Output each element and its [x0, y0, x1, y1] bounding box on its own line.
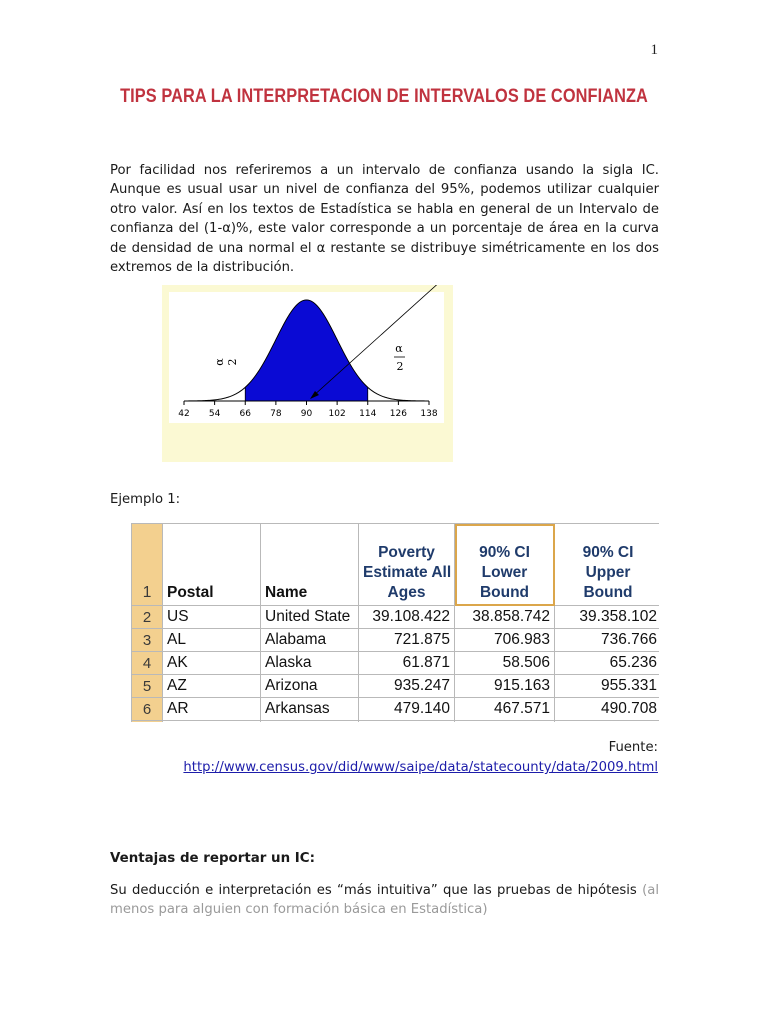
cell-upper-bound[interactable]: 736.766	[555, 629, 660, 652]
cell-postal[interactable]: US	[163, 606, 261, 629]
cell-name[interactable]: Arkansas	[261, 698, 359, 721]
empty-cell	[455, 721, 555, 723]
intro-line: distribuye simétricamente en los dos extremos de la distribución.	[110, 240, 659, 276]
header-line: 90% CI	[479, 544, 530, 561]
cell-postal[interactable]: AR	[163, 698, 261, 721]
cell-lower-bound[interactable]: 915.163	[455, 675, 555, 698]
intro-line: porcentaje de área en la curva de densidad de una normal el α restante se	[110, 221, 659, 256]
cell-postal[interactable]: AL	[163, 629, 261, 652]
source-link[interactable]: http://www.census.gov/did/www/saipe/data/statecounty/data/2009.html	[183, 760, 658, 775]
left-alpha-numerator: α	[213, 358, 226, 366]
table-row-partial	[132, 721, 660, 723]
normal-curve-figure	[162, 285, 453, 462]
cell-upper-bound[interactable]: 39.358.102	[555, 606, 660, 629]
advantages-paragraph	[110, 881, 659, 920]
x-axis-tick-label: 90	[300, 409, 313, 419]
column-header-poverty-estimate	[359, 524, 455, 606]
cell-lower-bound[interactable]: 706.983	[455, 629, 555, 652]
header-line: Estimate All	[363, 564, 452, 581]
row-number	[132, 721, 163, 723]
header-line: 90% CI	[582, 544, 634, 561]
row-number[interactable]: 2	[132, 606, 163, 629]
page-number: 1	[650, 42, 658, 58]
x-axis-tick-label: 42	[178, 409, 190, 419]
table-header-row	[132, 524, 660, 606]
section-heading: Ventajas de reportar un IC:	[110, 851, 315, 866]
row-number[interactable]: 3	[132, 629, 163, 652]
column-header-upper-bound	[555, 524, 660, 606]
header-line: Lower	[481, 564, 528, 581]
left-alpha-denominator: 2	[226, 358, 239, 366]
x-axis-tick-label: 102	[328, 409, 346, 419]
table-row	[132, 629, 660, 652]
header-line: Ages	[387, 584, 426, 601]
x-axis-tick-label: 114	[359, 409, 377, 419]
cell-lower-bound[interactable]: 467.571	[455, 698, 555, 721]
right-alpha-denominator: 2	[396, 360, 404, 373]
x-axis-labels	[178, 409, 438, 419]
advantages-text: Su deducción e interpretación es “más intuitiva” que las pruebas de hipótesis	[110, 883, 637, 898]
cell-estimate[interactable]: 61.871	[359, 652, 455, 675]
spreadsheet-excerpt	[131, 523, 659, 722]
column-header-name: Name	[261, 524, 359, 606]
column-header-postal: Postal	[163, 524, 261, 606]
table-row	[132, 652, 660, 675]
cell-estimate[interactable]: 721.875	[359, 629, 455, 652]
empty-cell	[555, 721, 660, 723]
intro-line: Aunque es usual usar un nivel de confianza del 95%, podemos utilizar	[110, 182, 592, 198]
cell-upper-bound[interactable]: 955.331	[555, 675, 660, 698]
x-axis-tick-label: 66	[239, 409, 251, 419]
cell-name[interactable]: Arizona	[261, 675, 359, 698]
row-number[interactable]: 4	[132, 652, 163, 675]
row-number[interactable]: 5	[132, 675, 163, 698]
cell-estimate[interactable]: 39.108.422	[359, 606, 455, 629]
document-title: TIPS PARA LA INTERPRETACION DE INTERVALOS DE CONFIANZA	[120, 86, 648, 107]
empty-cell	[359, 721, 455, 723]
table-row	[132, 606, 660, 629]
column-header-lower-bound	[455, 524, 555, 606]
cell-lower-bound[interactable]: 58.506	[455, 652, 555, 675]
cell-postal[interactable]: AK	[163, 652, 261, 675]
x-axis-tick-label: 78	[270, 409, 282, 419]
empty-cell	[163, 721, 261, 723]
cell-upper-bound[interactable]: 490.708	[555, 698, 660, 721]
cell-upper-bound[interactable]: 65.236	[555, 652, 660, 675]
header-line: Upper	[585, 564, 631, 581]
x-axis-tick-label: 138	[420, 409, 438, 419]
header-line: Bound	[583, 584, 633, 601]
intro-paragraph	[110, 161, 659, 277]
x-axis-tick-label: 126	[389, 409, 407, 419]
row-number[interactable]: 6	[132, 698, 163, 721]
table-row	[132, 675, 660, 698]
cell-postal[interactable]: AZ	[163, 675, 261, 698]
empty-cell	[261, 721, 359, 723]
x-axis-tick-label: 54	[208, 409, 221, 419]
header-line: Poverty	[378, 544, 435, 561]
advantages-note: (al menos para alguien con formación básica en Estadística)	[110, 883, 659, 918]
cell-lower-bound[interactable]: 38.858.742	[455, 606, 555, 629]
intro-line: Por facilidad nos referiremos a un intervalo de confianza usando la sigla IC.	[110, 163, 659, 178]
right-alpha-numerator: α	[395, 342, 403, 355]
cell-name[interactable]: United State	[261, 606, 359, 629]
poverty-table	[131, 523, 659, 722]
cell-estimate[interactable]: 479.140	[359, 698, 455, 721]
intro-line: un Intervalo de confianza del (1-α)%, este valor corresponde a un	[110, 201, 659, 237]
row-number: 1	[132, 524, 163, 606]
intro-line: cualquier otro valor. Así en los textos de Estadística se habla en general de	[110, 182, 659, 217]
cell-name[interactable]: Alaska	[261, 652, 359, 675]
table-row	[132, 698, 660, 721]
normal-curve-svg	[162, 285, 453, 462]
header-line: Bound	[479, 584, 530, 601]
source-label: Fuente:	[608, 740, 658, 755]
cell-name[interactable]: Alabama	[261, 629, 359, 652]
example-label: Ejemplo 1:	[110, 492, 181, 507]
cell-estimate[interactable]: 935.247	[359, 675, 455, 698]
